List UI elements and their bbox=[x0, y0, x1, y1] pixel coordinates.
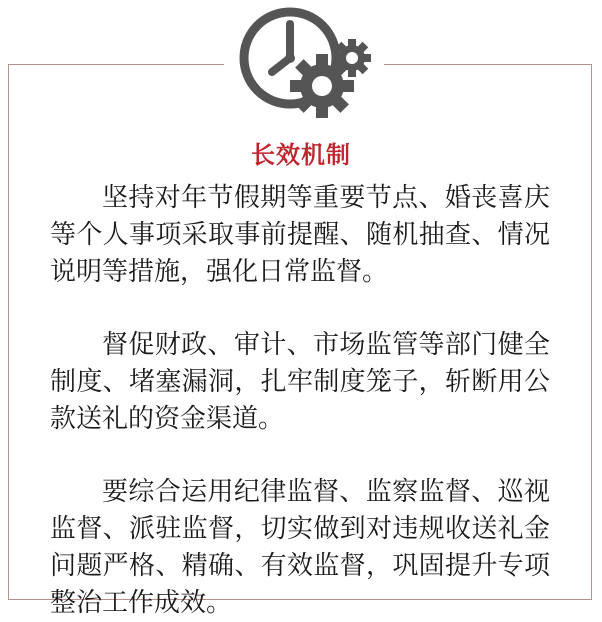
content-body bbox=[50, 180, 550, 622]
section-title: 长效机制 bbox=[251, 141, 351, 169]
clock-gear-icon bbox=[224, 0, 384, 140]
paragraph-system-building: 督促财政、审计、市场监管等部门健全制度、堵塞漏洞，扎牢制度笼子，斩断用公款送礼的资金渠道。 bbox=[50, 330, 550, 434]
paragraph-daily-supervision: 坚持对年节假期等重要节点、婚丧喜庆等个人事项采取事前提醒、随机抽查、情况说明等措施，强化日常监督。 bbox=[50, 183, 550, 287]
paragraph-comprehensive-supervision: 要综合运用纪律监督、监察监督、巡视监督、派驻监督，切实做到对违规收送礼金问题严格、精确、有效监督，巩固提升专项整治工作成效。 bbox=[50, 477, 550, 618]
